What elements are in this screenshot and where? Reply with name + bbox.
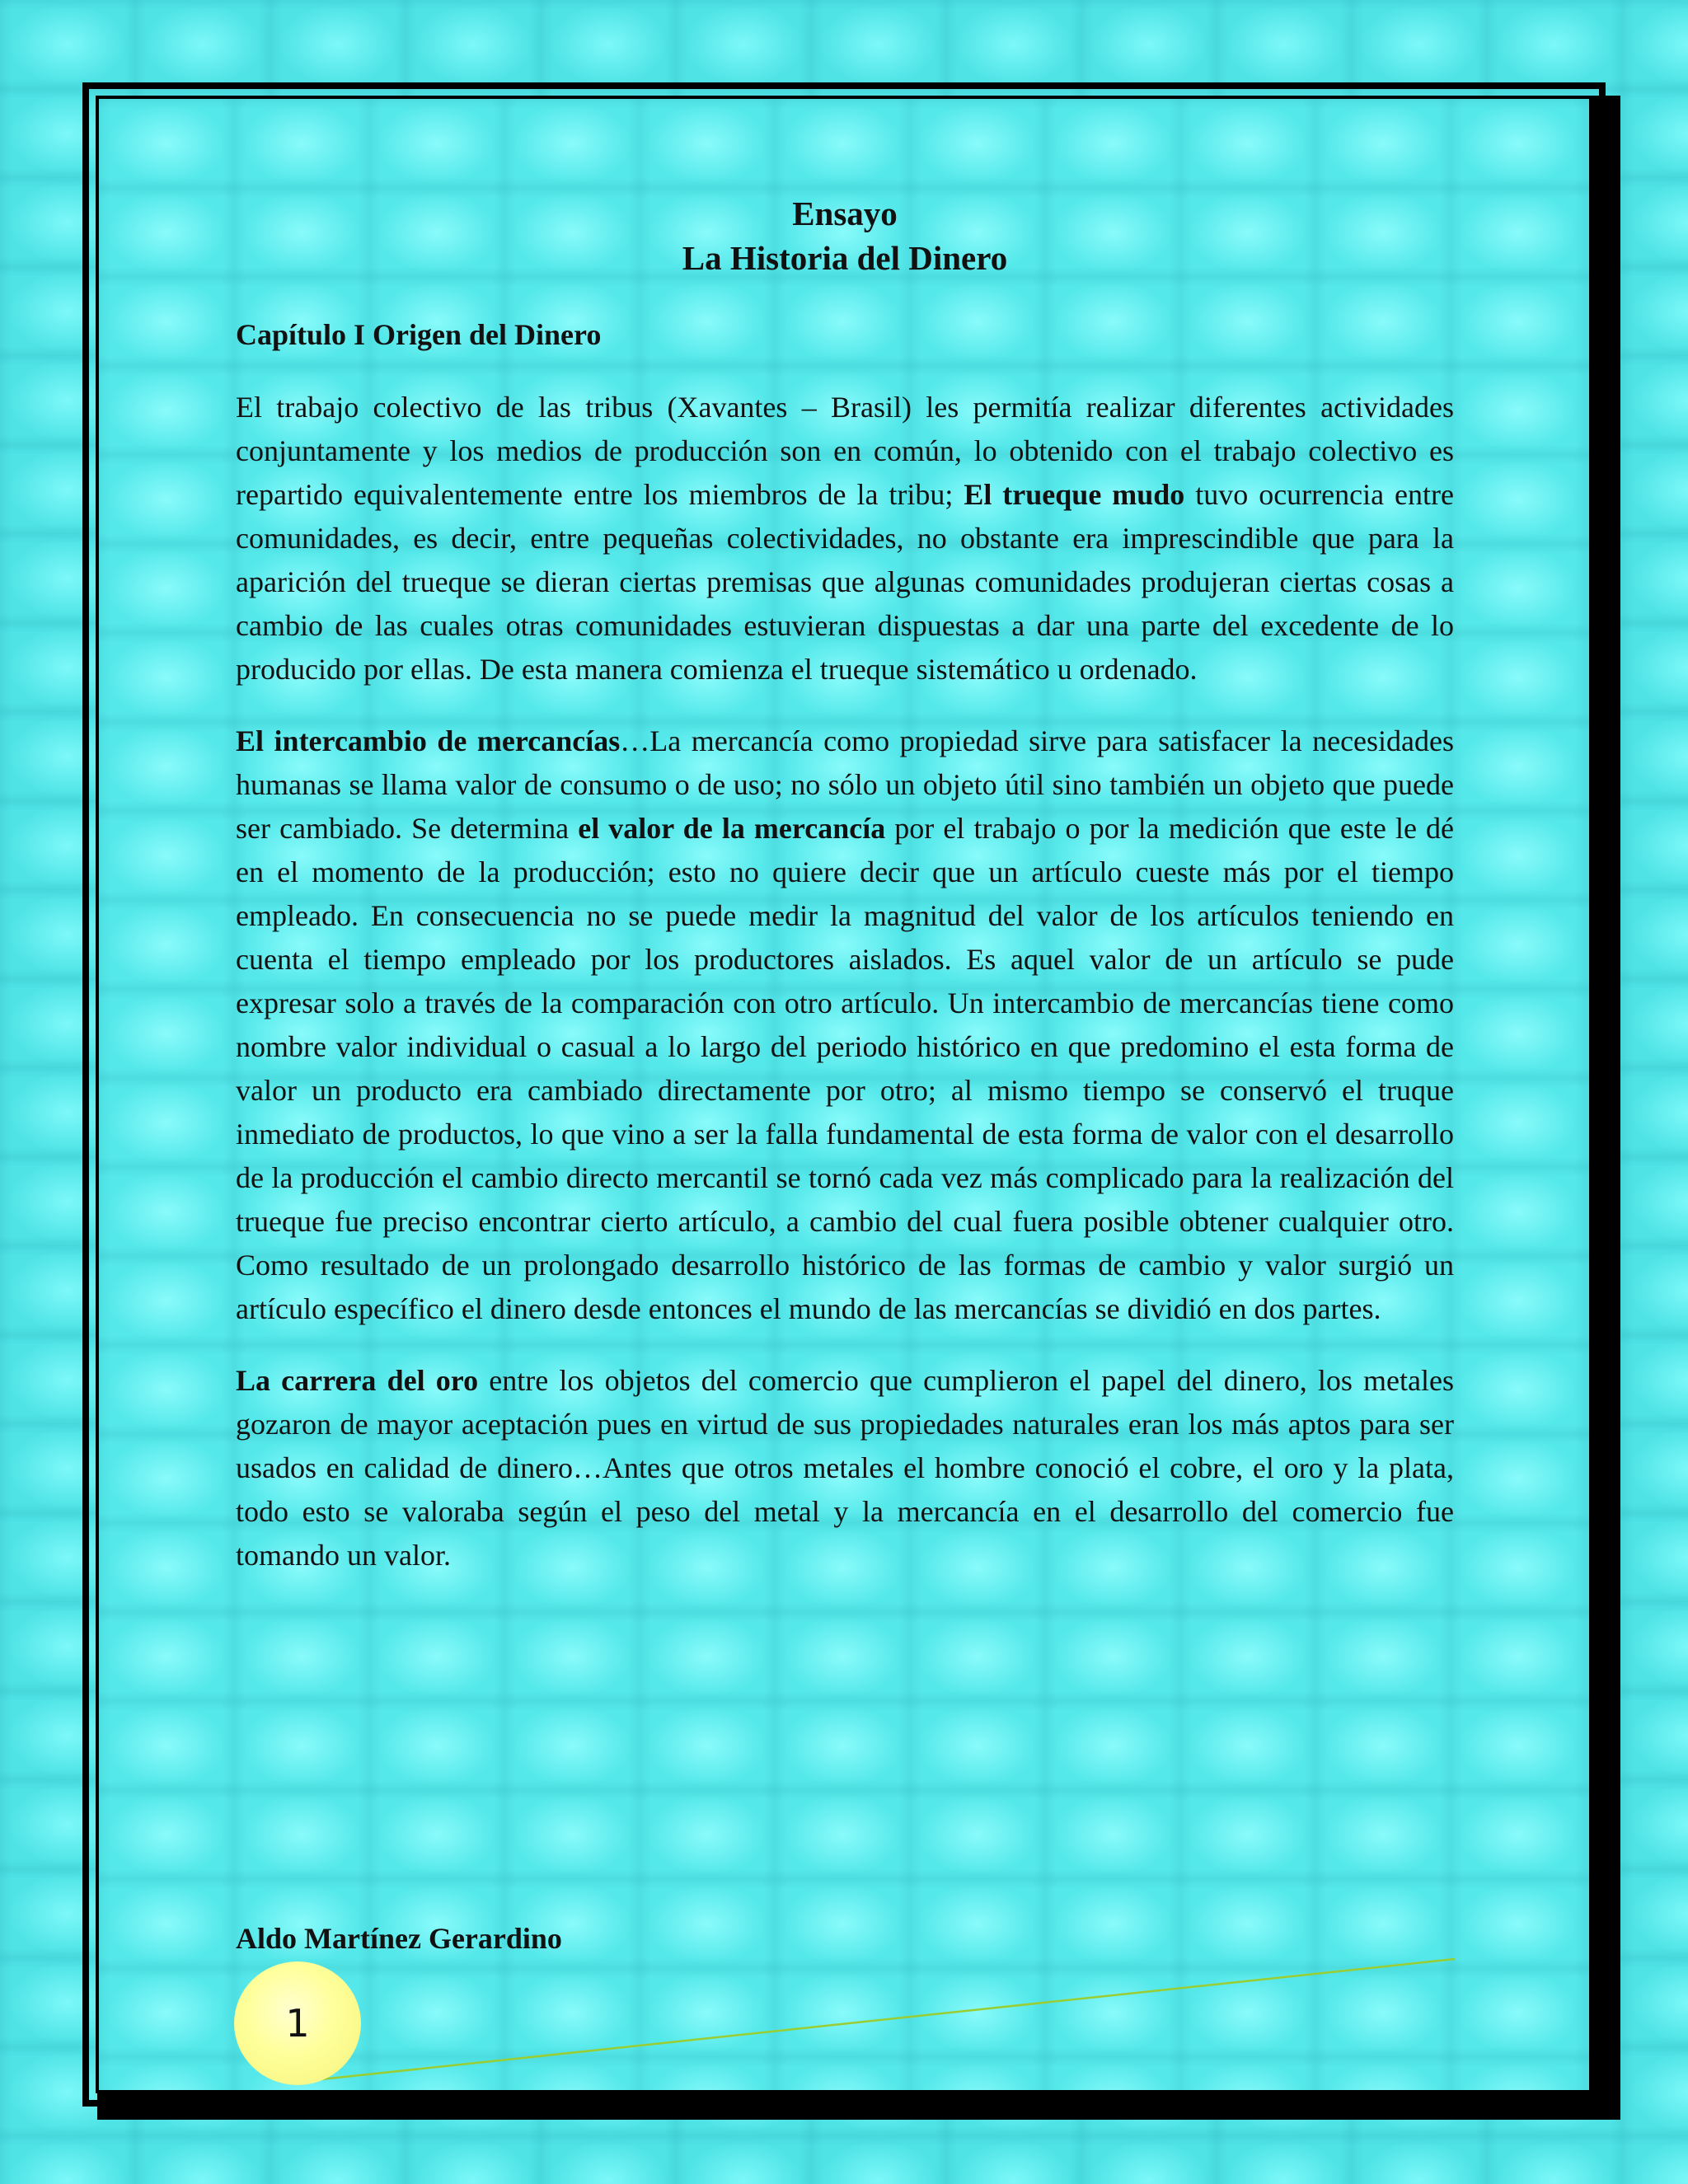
paragraph-2-bold-a: El intercambio de mercancías: [236, 724, 621, 757]
paragraph-1-text-b: tuvo ocurrencia entre comunidades, es decir, entre pequeñas colectividades, no obstante era imprescindible que para la aparición del trueque se dieran ciertas premisas que algunas comunidades produjeran ciertas cosas a cambio de las cuales otras comunidades estuvieran dispuestas a dar una parte del excedente de lo producido por ellas. De esta manera comienza el trueque sistemático u ordenado.: [236, 478, 1454, 686]
paragraph-2-text-b: por el trabajo o por la medición que este le dé en el momento de la producción; esto no quiere decir que un artículo cueste más por el tiempo empleado. En consecuencia no se puede medir la magnitud del valor de los artículos teniendo en cuenta el tiempo empleado por los productores aislados. Es aquel valor de un artículo se pude expresar solo a través de la comparación con otro artículo. Un intercambio de mercancías tiene como nombre valor individual o casual a lo largo del periodo histórico en que predomino el esta forma de valor un producto era cambiado directamente por otro; al mismo tiempo se conservó el truque inmediato de productos, lo que vino a ser la falla fundamental de esta forma de valor con el desarrollo de la producción el cambio directo mercantil se tornó cada vez más complicado para la realización del trueque fue preciso encontrar cierto artículo, a cambio del cual fuera posible obtener cualquier otro. Como resultado de un prolongado desarrollo histórico de las formas de cambio y valor surgió un artículo específico el dinero desde entonces el mundo de las mercancías se dividió en dos partes.: [236, 812, 1454, 1325]
document-body: [236, 191, 1454, 1605]
author-name: Aldo Martínez Gerardino: [236, 1922, 562, 1955]
paragraph-2-text-a: …La mercancía como propiedad sirve para satisfacer la necesidades humanas se llama valor de consumo o de uso; no sólo un objeto útil sino también un objeto que puede ser cambiado. Se determina: [236, 724, 1455, 845]
paragraph-2: [236, 719, 1454, 1331]
title-line-1: Ensayo: [792, 194, 898, 232]
paragraph-3-bold-a: La carrera del oro: [236, 1364, 479, 1397]
paragraph-1-bold-a: El trueque mudo: [964, 478, 1185, 511]
paragraph-2-bold-b: el valor de la mercancía: [578, 812, 886, 845]
paragraph-1-text-a: El trabajo colectivo de las tribus (Xavantes – Brasil) les permitía realizar diferentes actividades conjuntamente y los medios de producción son en común, lo obtenido con el trabajo colectivo es repartido equivalentemente entre los miembros de la tribu;: [236, 391, 1454, 511]
page-number-badge: [234, 1961, 361, 2085]
chapter-heading: Capítulo I Origen del Dinero: [236, 318, 602, 351]
page-number: 1: [285, 2001, 310, 2046]
page-title: [236, 191, 1454, 280]
paragraph-1: [236, 386, 1454, 691]
paragraph-3-text-a: entre los objetos del comercio que cumplieron el papel del dinero, los metales gozaron de mayor aceptación pues en virtud de sus propiedades naturales eran los más aptos para ser usados en calidad de dinero…Antes que otros metales el hombre conoció el cobre, el oro y la plata, todo esto se valoraba según el peso del metal y la mercancía en el desarrollo del comercio fue tomando un valor.: [236, 1364, 1454, 1572]
title-line-2: La Historia del Dinero: [682, 239, 1008, 277]
paragraph-3: [236, 1359, 1454, 1577]
